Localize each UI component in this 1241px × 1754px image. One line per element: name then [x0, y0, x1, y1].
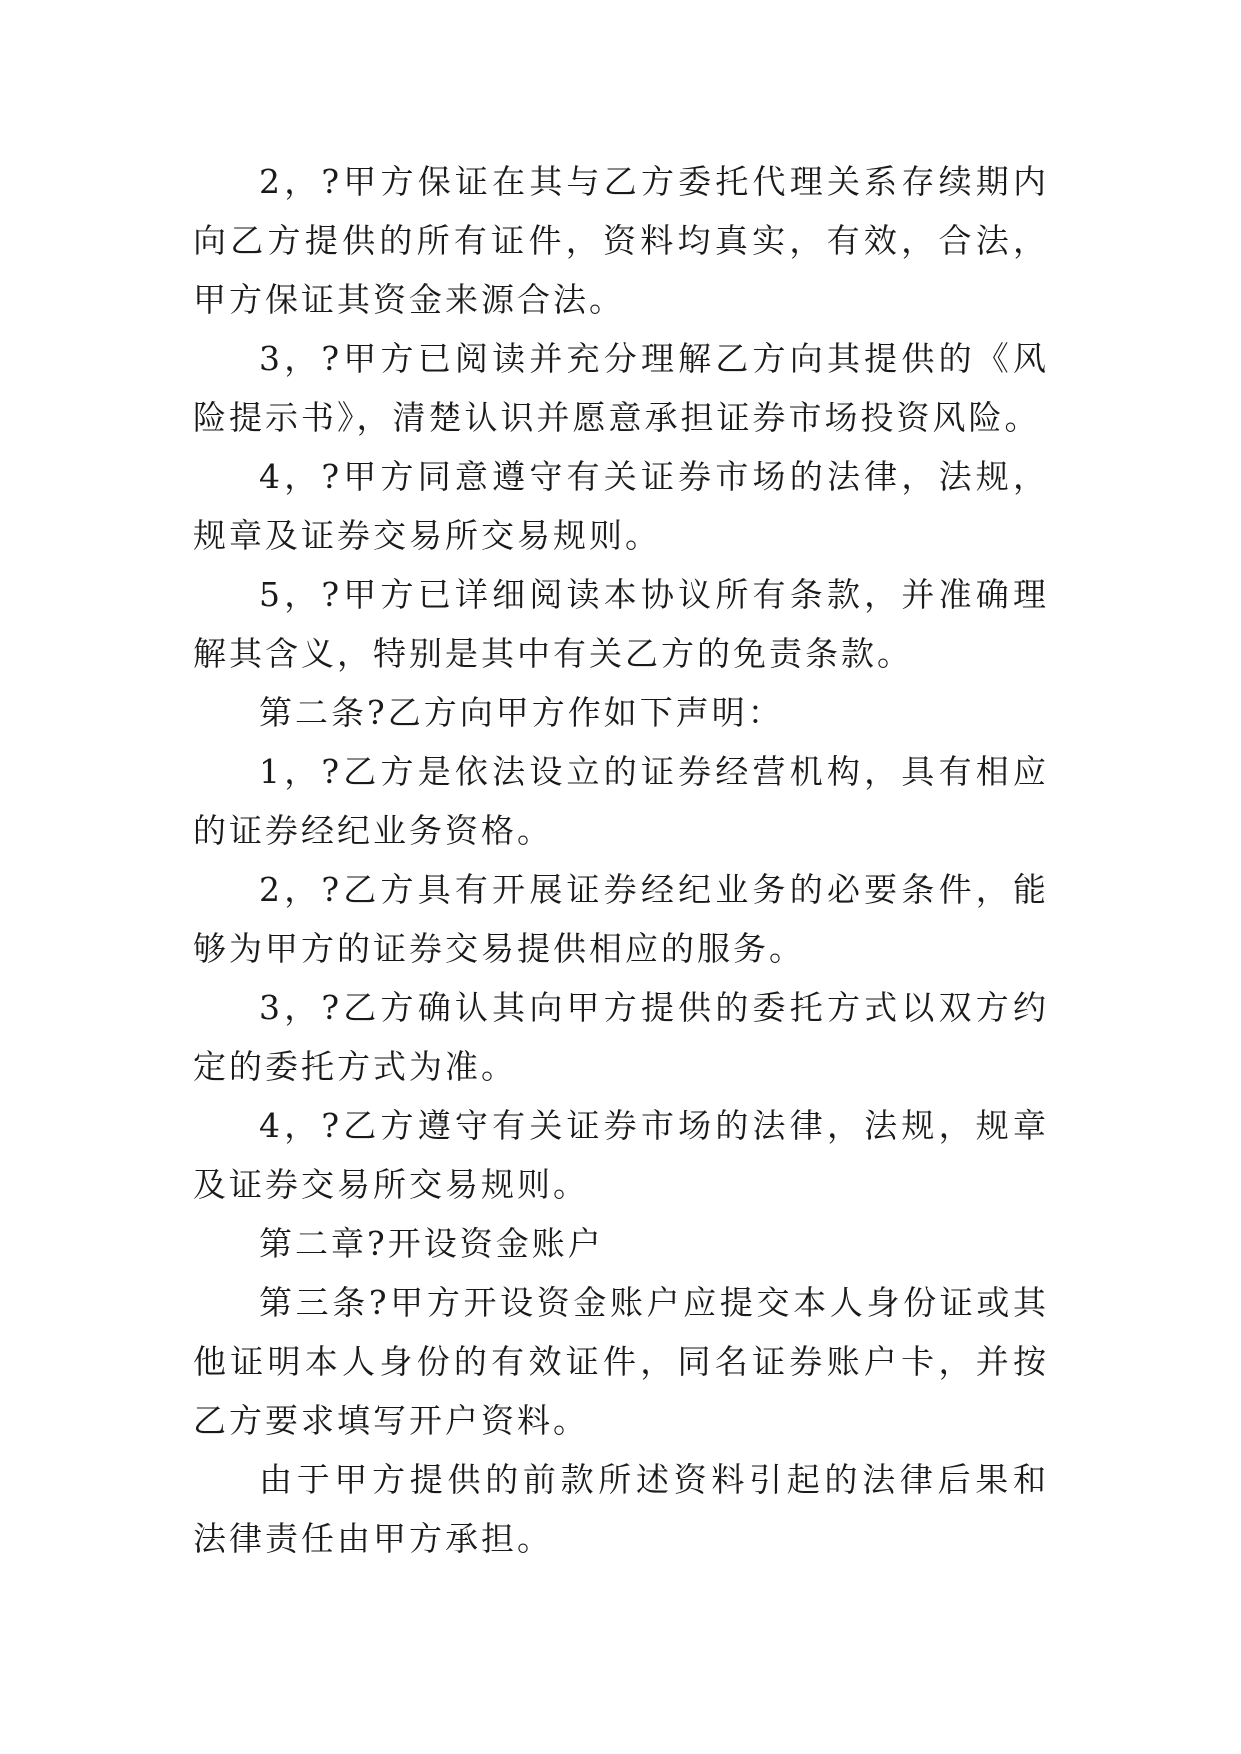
paragraph-party-b-qualification: 1，?乙方是依法设立的证券经营机构，具有相应的证券经纪业务资格。 — [193, 752, 1049, 850]
paragraph-legal-responsibility: 由于甲方提供的前款所述资料引起的法律后果和法律责任由甲方承担。 — [193, 1460, 1049, 1558]
paragraph-party-a-risk-disclosure: 3，?甲方已阅读并充分理解乙方向其提供的《风险提示书》，清楚认识并愿意承担证券市场投资风险。 — [193, 339, 1049, 437]
paragraph-party-a-read-terms: 5，?甲方已详细阅读本协议所有条款，并准确理解其含义，特别是其中有关乙方的免责条款。 — [193, 575, 1049, 673]
paragraph-party-b-comply-rules: 4，?乙方遵守有关证券市场的法律，法规，规章及证券交易所交易规则。 — [193, 1106, 1049, 1204]
article-two-heading: 第二条?乙方向甲方作如下声明： — [259, 693, 784, 732]
chapter-two-heading: 第二章?开设资金账户 — [259, 1224, 604, 1263]
paragraph-party-a-guarantee-documents: 2，?甲方保证在其与乙方委托代理关系存续期内向乙方提供的所有证件，资料均真实，有效，合法，甲方保证其资金来源合法。 — [193, 162, 1049, 319]
paragraph-party-b-entrust-method: 3，?乙方确认其向甲方提供的委托方式以双方约定的委托方式为准。 — [193, 988, 1049, 1086]
document-body — [193, 152, 1049, 1568]
paragraph-party-b-conditions: 2，?乙方具有开展证券经纪业务的必要条件，能够为甲方的证券交易提供相应的服务。 — [193, 870, 1049, 968]
paragraph-party-a-comply-rules: 4，?甲方同意遵守有关证券市场的法律，法规，规章及证券交易所交易规则。 — [193, 457, 1049, 555]
article-three-paragraph: 第三条?甲方开设资金账户应提交本人身份证或其他证明本人身份的有效证件，同名证券账户卡，并按乙方要求填写开户资料。 — [193, 1283, 1049, 1440]
